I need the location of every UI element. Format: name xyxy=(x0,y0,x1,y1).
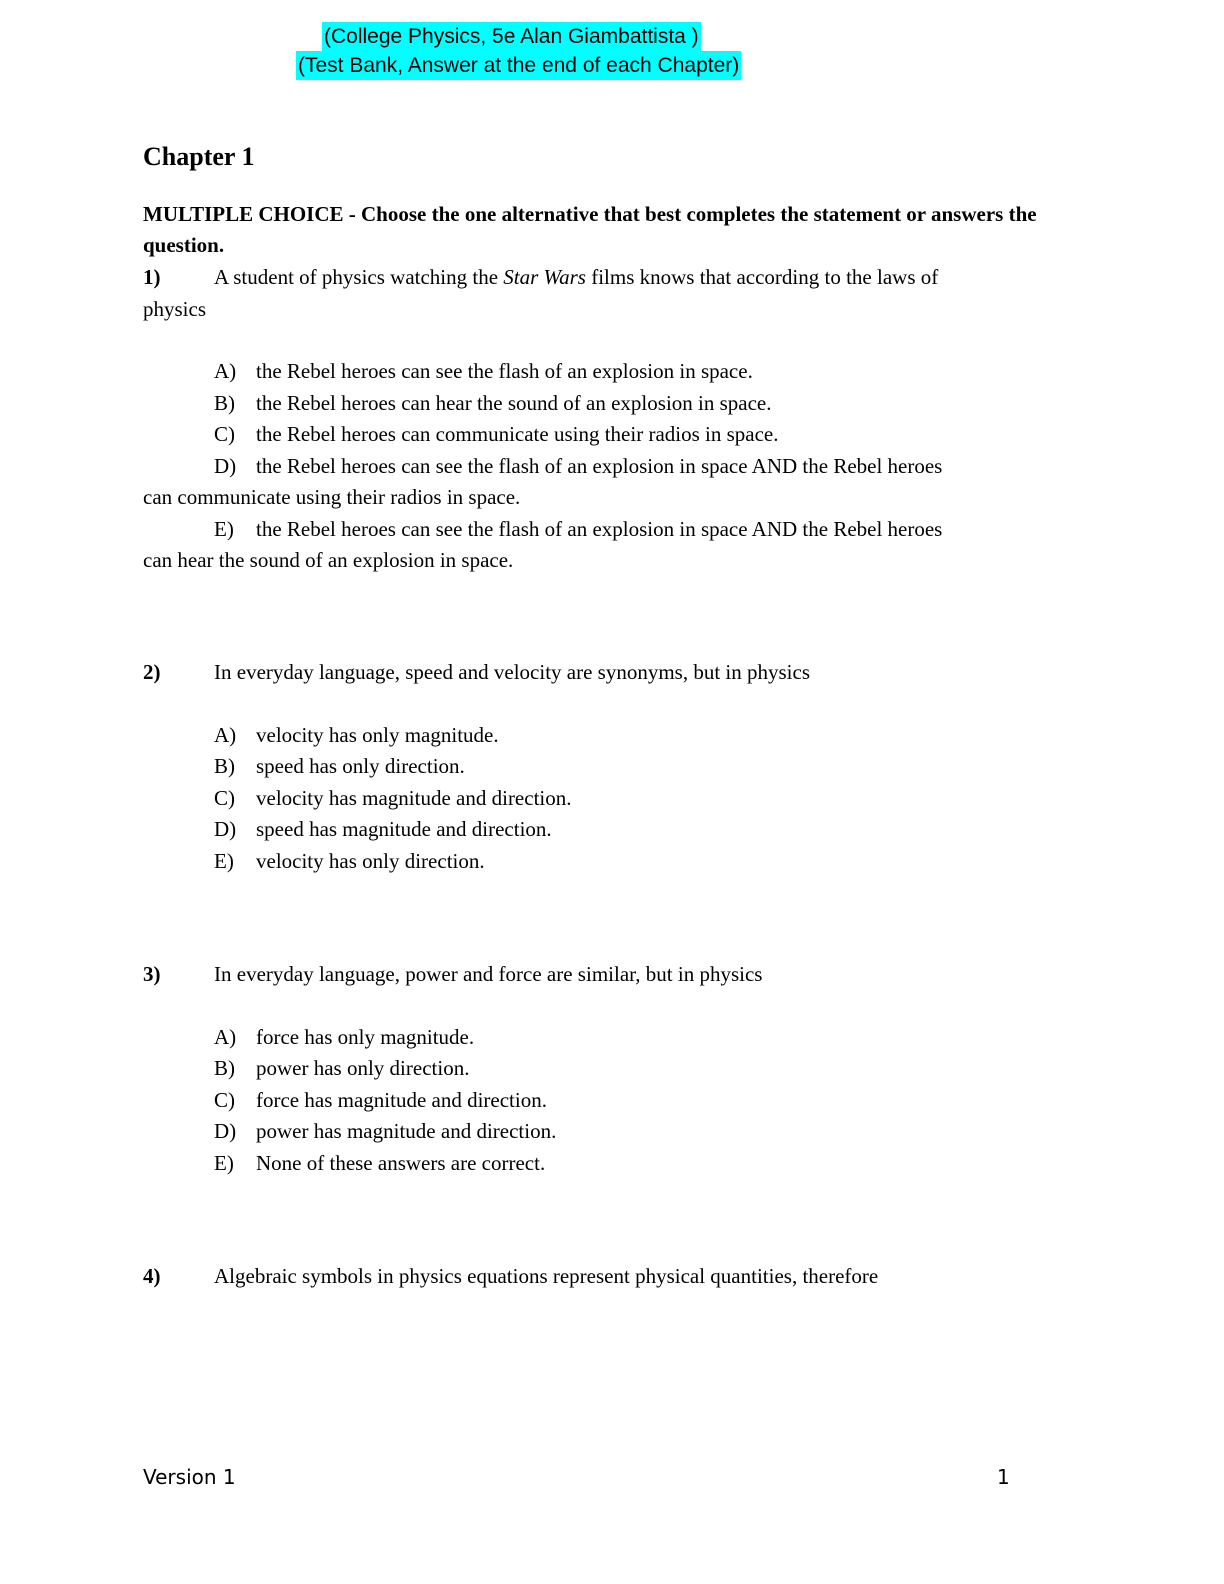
question-stem xyxy=(143,1261,1043,1293)
option-b xyxy=(143,1053,1043,1085)
section-instructions: MULTIPLE CHOICE - Choose the one alternative that best completes the statement or answers the question. xyxy=(143,202,1037,257)
question-number: 4) xyxy=(143,1264,161,1288)
option-e xyxy=(143,514,1043,546)
option-letter: A) xyxy=(214,1024,237,1049)
option-text: speed has only direction. xyxy=(256,754,465,778)
option-b xyxy=(143,388,1043,420)
footer-version: Version 1 xyxy=(143,1465,236,1489)
option-d xyxy=(143,451,1043,483)
question-stem xyxy=(143,959,1043,991)
option-d-continuation: can communicate using their radios in space. xyxy=(143,485,521,509)
question-stem xyxy=(143,657,1043,689)
option-text: speed has magnitude and direction. xyxy=(256,817,552,841)
option-letter: A) xyxy=(214,722,237,747)
option-e-continuation: can hear the sound of an explosion in space. xyxy=(143,548,514,572)
question-text-continuation: physics xyxy=(143,296,206,321)
question-text: Algebraic symbols in physics equations represent physical quantities, therefore xyxy=(214,1264,879,1288)
option-text: force has only magnitude. xyxy=(256,1024,475,1049)
question-3 xyxy=(143,959,1043,1179)
option-text: velocity has only magnitude. xyxy=(256,722,499,747)
option-text: power has magnitude and direction. xyxy=(256,1119,557,1143)
option-letter: D) xyxy=(214,453,237,478)
option-text: None of these answers are correct. xyxy=(256,1150,546,1175)
option-a xyxy=(143,720,1043,752)
header-title-line: (College Physics, 5e Alan Giambattista ) xyxy=(322,22,701,51)
question-4 xyxy=(143,1261,1043,1293)
answer-options xyxy=(143,356,1043,577)
question-text: In everyday language, power and force are similar, but in physics xyxy=(214,962,763,986)
option-letter: C) xyxy=(214,422,235,446)
option-text: power has only direction. xyxy=(256,1056,470,1080)
option-c xyxy=(143,783,1043,815)
option-a xyxy=(143,1022,1043,1054)
answer-options xyxy=(143,720,1043,878)
question-number: 1) xyxy=(143,265,161,289)
option-text: the Rebel heroes can hear the sound of an explosion in space. xyxy=(256,390,772,415)
question-stem xyxy=(143,262,1043,325)
answer-options xyxy=(143,1022,1043,1180)
chapter-title: Chapter 1 xyxy=(143,142,255,171)
option-a xyxy=(143,356,1043,388)
footer-page-number: 1 xyxy=(997,1465,1010,1489)
option-letter: D) xyxy=(214,1119,237,1143)
option-letter: E) xyxy=(214,848,234,873)
option-c xyxy=(143,1085,1043,1117)
option-text: velocity has only direction. xyxy=(256,848,485,873)
header-subtitle-line: (Test Bank, Answer at the end of each Chapter) xyxy=(296,51,741,80)
option-text: the Rebel heroes can see the flash of an explosion in space. xyxy=(256,359,753,383)
option-letter: C) xyxy=(214,1087,235,1112)
option-letter: B) xyxy=(214,754,235,778)
question-text-end: films knows that according to the laws of xyxy=(585,265,939,289)
option-letter: A) xyxy=(214,359,237,383)
option-letter: E) xyxy=(214,1150,234,1175)
option-text: the Rebel heroes can communicate using their radios in space. xyxy=(256,422,779,446)
option-letter: C) xyxy=(214,785,235,810)
option-d xyxy=(143,1116,1043,1148)
option-letter: B) xyxy=(214,1056,235,1080)
question-2 xyxy=(143,657,1043,877)
option-text: the Rebel heroes can see the flash of an explosion in space AND the Rebel heroes xyxy=(256,516,943,541)
option-c xyxy=(143,419,1043,451)
option-e xyxy=(143,1148,1043,1180)
option-text: velocity has magnitude and direction. xyxy=(256,785,572,810)
question-number: 2) xyxy=(143,660,161,684)
option-letter: E) xyxy=(214,516,234,541)
option-e xyxy=(143,846,1043,878)
option-letter: D) xyxy=(214,817,237,841)
option-b xyxy=(143,751,1043,783)
question-text-start: A student of physics watching the xyxy=(214,265,504,289)
option-text: force has magnitude and direction. xyxy=(256,1087,547,1112)
question-text-italic: Star Wars xyxy=(503,265,586,289)
question-text: In everyday language, speed and velocity are synonyms, but in physics xyxy=(214,660,811,684)
option-letter: B) xyxy=(214,390,235,415)
question-number: 3) xyxy=(143,962,161,986)
option-text: the Rebel heroes can see the flash of an explosion in space AND the Rebel heroes xyxy=(256,453,943,478)
question-1 xyxy=(143,262,1043,577)
option-d xyxy=(143,814,1043,846)
